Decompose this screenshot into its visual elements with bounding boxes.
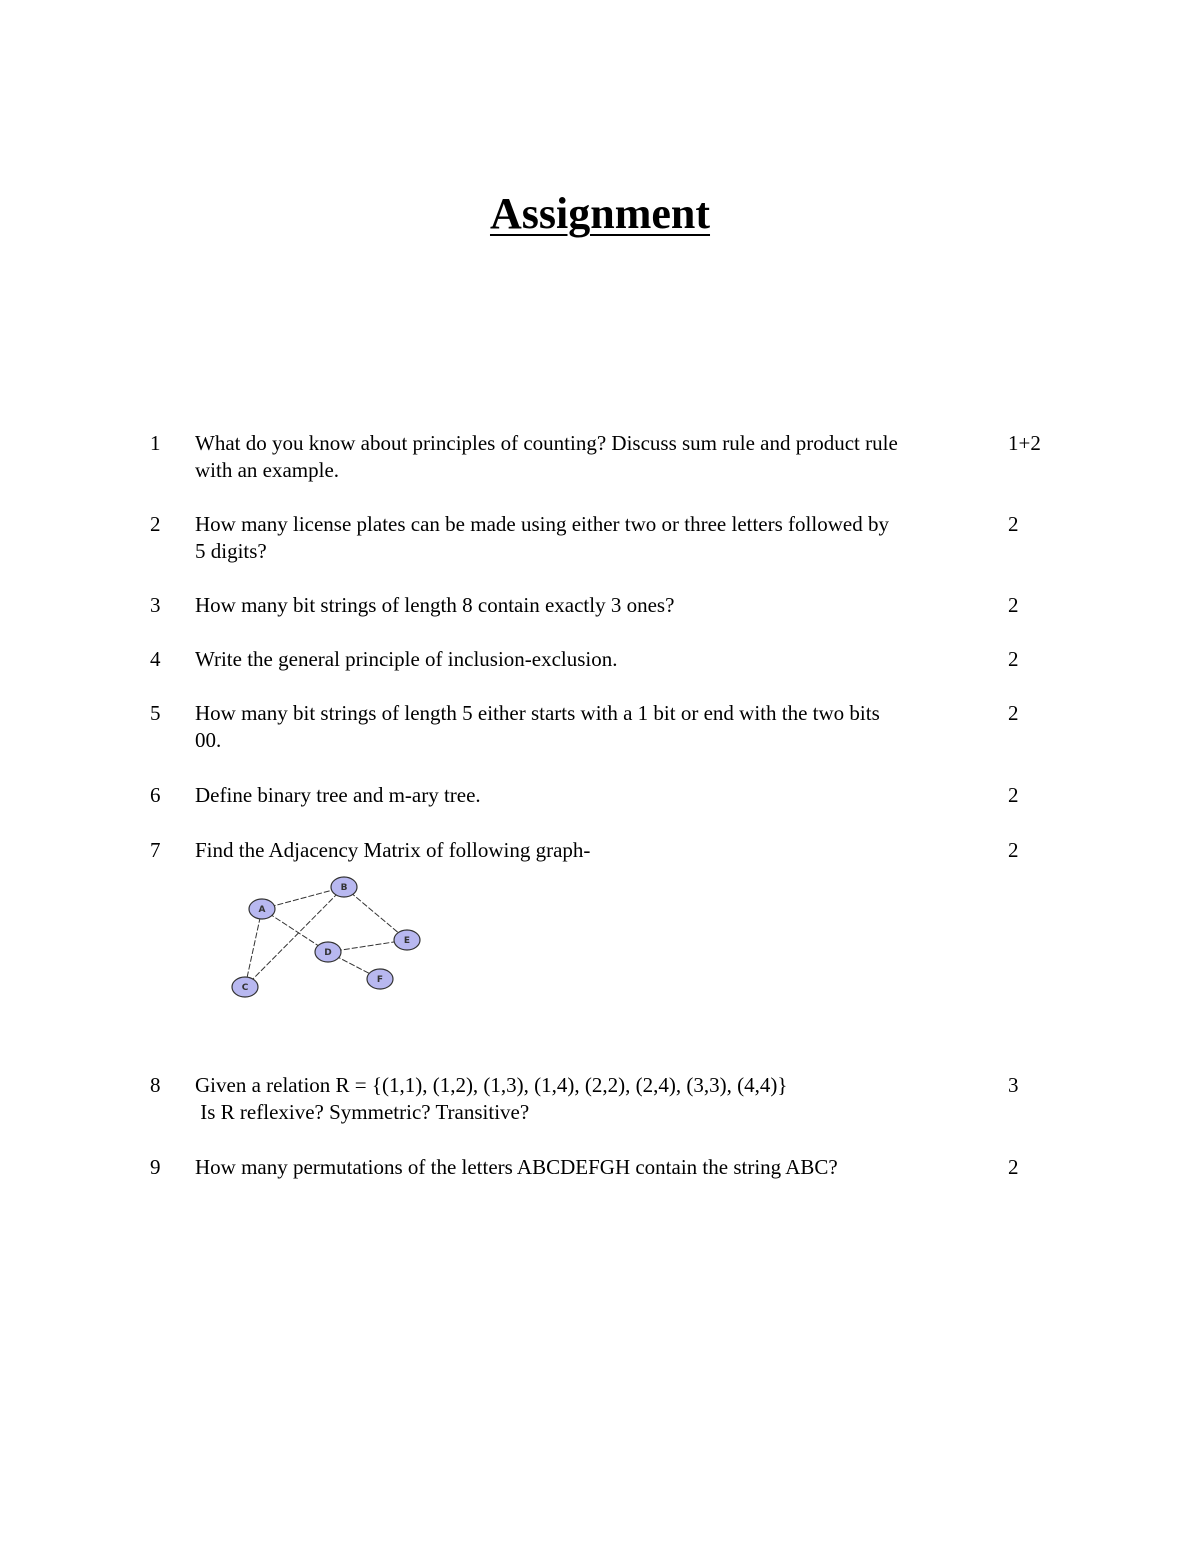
question-text: Given a relation R = {(1,1), (1,2), (1,3), (1,4), (2,2), (2,4), (3,3), (4,4)} Is R reflexive? Symmetric? Transitive?	[195, 1073, 788, 1124]
question-text: How many license plates can be made using either two or three letters followed by 5 digits?	[195, 512, 889, 563]
question-marks: 2	[1008, 647, 1019, 671]
question-marks: 2	[1008, 783, 1019, 807]
graph-node-d	[315, 942, 341, 962]
question-number: 1	[150, 431, 161, 455]
question-text: What do you know about principles of counting? Discuss sum rule and product rule with an example.	[195, 431, 898, 482]
question-text: Find the Adjacency Matrix of following graph-	[195, 838, 591, 862]
node-label-e: E	[403, 936, 411, 946]
question-number: 2	[150, 512, 161, 536]
question-marks: 2	[1008, 512, 1019, 536]
question-text: How many bit strings of length 5 either starts with a 1 bit or end with the two bits 00.	[195, 701, 880, 752]
question-number: 5	[150, 701, 161, 725]
question-text: How many permutations of the letters ABCDEFGH contain the string ABC?	[195, 1155, 838, 1179]
graph-node-e	[394, 930, 420, 950]
question-marks: 3	[1008, 1073, 1019, 1097]
question-number: 3	[150, 593, 161, 617]
question-marks: 2	[1008, 1155, 1019, 1179]
edge-b-e	[344, 887, 407, 940]
graph-figure	[220, 872, 430, 1007]
edge-a-c	[245, 909, 262, 987]
graph-node-f	[367, 969, 393, 989]
question-number: 8	[150, 1073, 161, 1097]
question-text: How many bit strings of length 8 contain exactly 3 ones?	[195, 593, 675, 617]
question-marks: 2	[1008, 838, 1019, 862]
question-number: 4	[150, 647, 161, 671]
question-marks: 1+2	[1008, 431, 1041, 455]
node-label-f: F	[376, 975, 384, 985]
page-title: Assignment	[489, 189, 711, 238]
question-text: Write the general principle of inclusion-exclusion.	[195, 647, 618, 671]
question-marks: 2	[1008, 701, 1019, 725]
node-label-b: B	[340, 883, 348, 893]
question-text: Define binary tree and m-ary tree.	[195, 783, 481, 807]
question-marks: 2	[1008, 593, 1019, 617]
question-number: 6	[150, 783, 161, 807]
graph-node-b	[331, 877, 357, 897]
node-label-c: C	[241, 983, 249, 993]
node-label-d: D	[324, 948, 332, 958]
node-label-a: A	[258, 905, 266, 915]
question-number: 9	[150, 1155, 161, 1179]
graph-node-a	[249, 899, 275, 919]
question-number: 7	[150, 838, 161, 862]
graph-node-c	[232, 977, 258, 997]
